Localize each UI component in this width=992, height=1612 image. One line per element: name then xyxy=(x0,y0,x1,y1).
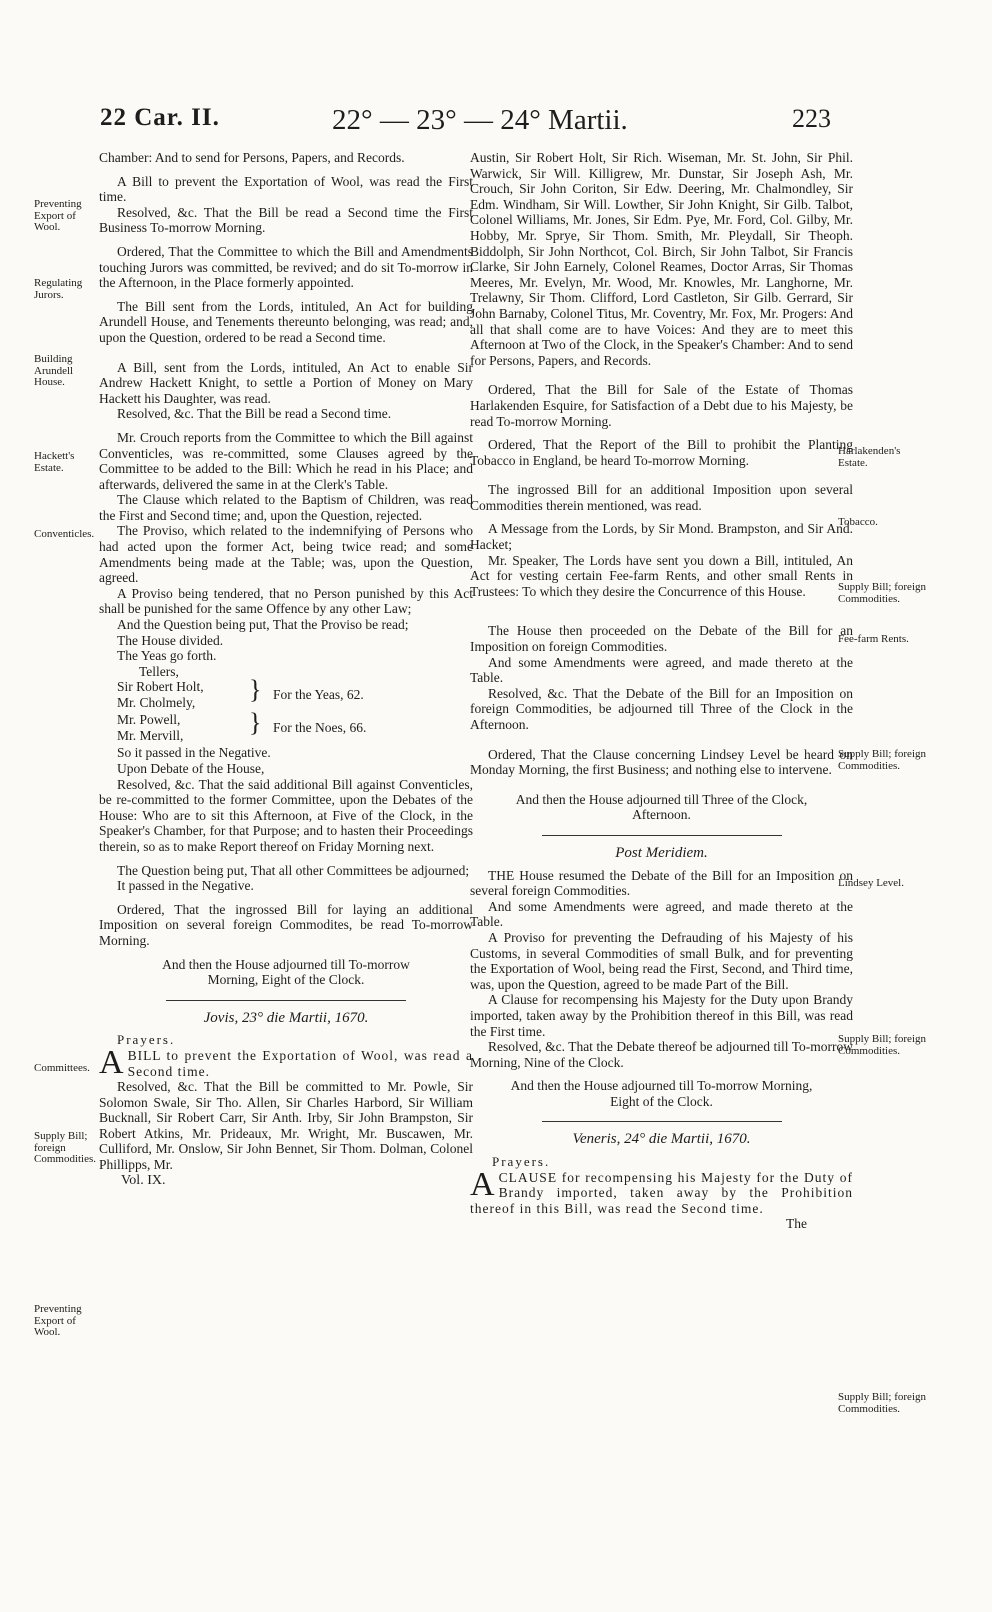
teller-name: Mr. Mervill, xyxy=(117,728,184,744)
margin-note: Regulating Jurors. xyxy=(34,277,83,301)
noes-count: For the Noes, 66. xyxy=(273,720,367,736)
paragraph: A Message from the Lords, by Sir Mond. Brampston, and Sir And. Hacket; xyxy=(470,521,853,553)
margin-note: Preventing Export of Wool. xyxy=(34,198,82,233)
prayers-heading: Prayers. xyxy=(117,1032,176,1048)
paragraph: Mr. Crouch reports from the Committee to which the Bill against Conventicles, was re-committed, some Clauses agreed by the Committee to be added to the Bill: Which he read in his Place; and afterwards, delivered the same in at the Clerk's Table. xyxy=(99,429,473,492)
paragraph: A Clause for recompensing his Majesty for the Duty upon Brandy imported, taken away by the Prohibition thereof in this Bill, was read the First time. xyxy=(470,992,853,1039)
paragraph: THE House resumed the Debate of the Bill for an Imposition on several foreign Commodities. xyxy=(470,867,853,899)
section-rule xyxy=(542,1121,782,1122)
paragraph: Ordered, That the Committee to which the Bill and Amendments touching Jurors was committed, be revived; and do sit To-morrow in the Afternoon, in the Place formerly appointed. xyxy=(99,243,473,291)
margin-note: Lindsey Level. xyxy=(838,877,904,889)
running-head-left: 22 Car. II. xyxy=(100,104,220,131)
paragraph: Ordered, That the Report of the Bill to prohibit the Planting Tobacco in England, be heard To-morrow Morning. xyxy=(470,437,853,468)
paragraph: Chamber: And to send for Persons, Papers, and Records. xyxy=(99,150,405,165)
teller-name: Mr. Cholmely, xyxy=(117,695,196,711)
session-heading: Veneris, 24° die Martii, 1670. xyxy=(572,1131,751,1148)
brace: } xyxy=(249,675,262,705)
paragraph: It passed in the Negative. xyxy=(117,878,254,894)
tellers-block xyxy=(99,675,473,745)
paragraph: Tellers, xyxy=(139,663,179,679)
left-column xyxy=(99,150,473,1188)
paragraph: Resolved, &c. That the Bill be committed to Mr. Powle, Sir Solomon Swale, Sir Tho. Allen, Sir Charles Harbord, Sir William Bucknall, Sir Robert Carr, Sir Anth. Irby, Sir John Brampston, Sir Robert Atkins, Mr. Prideaux, Mr. Wright, Mr. Buscawen, Mr. Culliford, Mr. Onslow, Sir John Bennet, Sir Thom. Dolman, Colonel Phillipps, Mr. xyxy=(99,1079,473,1173)
adjournment: And then the House adjourned till To-morrow Morning, Eight of the Clock. xyxy=(162,956,410,988)
page-number: 223 xyxy=(792,104,831,133)
paragraph: A Proviso for preventing the Defrauding of his Majesty of his Customs, in several Commodities of small Bulk, and for preventing the Exportation of Wool, being read the First, Second, and Third time, was, upon the Question, agreed to be made Part of the Bill. xyxy=(470,929,853,992)
section-rule xyxy=(166,1000,406,1001)
paragraph xyxy=(99,1043,473,1081)
paragraph: Resolved, &c. That the said additional Bill against Conventicles, be re-committed to the former Committee, upon the Debates of the House: Who are to sit this Afternoon, at Five of the Clock, in the Speaker's Chamber, for that Purpose; and to hasten their Proceedings therein, so as to make Report thereof on Friday Morning next. xyxy=(99,776,473,854)
running-head-dates: 22° — 23° — 24° Martii. xyxy=(332,104,628,136)
adjournment: And then the House adjourned till Three of the Clock, Afternoon. xyxy=(515,791,808,823)
teller-name: Sir Robert Holt, xyxy=(117,679,204,695)
paragraph: Austin, Sir Robert Holt, Sir Rich. Wiseman, Mr. St. John, Sir Phil. Warwick, Sir Will. Killigrew, Mr. Dunstar, Sir Joseph Ash, Mr. Crouch, Sir John Coriton, Sir Edw. Deering, Mr. Chalmondley, Sir Edm. Windham, Sir Will. Lowther, Sir John Knight, Sir Gilb. Talbot, Colonel Williams, Mr. Jones, Sir Edm. Pye, Mr. Ford, Col. Gilby, Mr. Hobby, Mr. Sprye, Sir Thom. Smith, Mr. Pleydall, Sir Theoph. Biddolph, Sir John Northcot, Col. Birch, Sir John Talbot, Sir Francis Clarke, Sir John Earnely, Colonel Reames, Doctor Arras, Sir Thomas Meeres, Mr. Evelyn, Mr. Wood, Mr. Knowles, Mr. Langhorne, Mr. Trelawny, Sir Thom. Clifford, Lord Castleton, Sir Gilb. Gerrard, Sir John Barnaby, Colonel Titus, Mr. Coventry, Mr. Fox, Mr. Progers: And all that shall come are to have Voices: And they are to meet this Afternoon at Two of the Clock, in the Speaker's Chamber: And to send for Persons, Papers, and Records. xyxy=(470,150,853,368)
margin-note: Fee-farm Rents. xyxy=(838,633,909,645)
paragraph: The ingrossed Bill for an additional Imposition upon several Commodities therein mentioned, was read. xyxy=(470,482,853,513)
paragraph: Resolved, &c. That the Bill be read a Second time the First Business To-morrow Morning. xyxy=(99,204,473,236)
paragraph: So it passed in the Negative. xyxy=(117,745,271,761)
adjournment: And then the House adjourned till To-morrow Morning, Eight of the Clock. xyxy=(510,1078,813,1109)
paragraph: A Bill to prevent the Exportation of Wool, was read the First time. xyxy=(99,173,473,205)
paragraph: Resolved, &c. That the Debate thereof be adjourned till To-morrow Morning, Nine of the Clock. xyxy=(470,1039,853,1070)
paragraph: Mr. Speaker, The Lords have sent you down a Bill, intituled, An Act for vesting certain Fee-farm Rents, and other small Rents in Trustees: To which they desire the Concurrence of this House. xyxy=(470,552,853,599)
margin-note: Supply Bill; foreign Commodities. xyxy=(838,748,926,772)
paragraph: The Yeas go forth. xyxy=(117,648,217,664)
paragraph: Resolved, &c. That the Bill be read a Second time. xyxy=(117,406,392,422)
volume-signature: Vol. IX. xyxy=(121,1172,166,1188)
paragraph: The Proviso, which related to the indemnifying of Persons who had acted upon the former Act, being twice read; and some Amendments being made at the Table; was, upon the Question, agreed. xyxy=(99,523,473,586)
margin-note: Preventing Export of Wool. xyxy=(34,1303,82,1338)
paragraph: And some Amendments were agreed, and made thereto at the Table. xyxy=(470,654,853,686)
catchword: The xyxy=(786,1216,807,1232)
margin-note: Supply Bill; foreign Commodities. xyxy=(34,1130,97,1165)
session-heading: Post Meridiem. xyxy=(615,844,708,861)
session-heading: Jovis, 23° die Martii, 1670. xyxy=(203,1009,369,1026)
prayers-heading: Prayers. xyxy=(492,1154,551,1170)
margin-note: Hackett's Estate. xyxy=(34,450,75,474)
right-column xyxy=(470,150,853,1232)
margin-note: Supply Bill; foreign Commodities. xyxy=(838,1391,926,1415)
paragraph: The Question being put, That all other Committees be adjourned; xyxy=(117,862,470,878)
yeas-count: For the Yeas, 62. xyxy=(273,687,364,703)
paragraph: A Bill, sent from the Lords, intituled, An Act to enable Sir Andrew Hackett Knight, to settle a Portion of Money on Mary Hackett his Daughter, was read. xyxy=(99,359,473,406)
paragraph: The Bill sent from the Lords, intituled, An Act for building Arundell House, and Tenements thereunto belonging, was read; and, upon the Question, ordered to be read a Second time. xyxy=(99,298,473,345)
paragraph: Upon Debate of the House, xyxy=(117,761,265,776)
margin-note: Building Arundell House. xyxy=(34,353,74,388)
section-rule xyxy=(542,835,782,836)
paragraph: And the Question being put, That the Proviso be read; xyxy=(117,617,409,633)
paragraph: A Proviso being tendered, that no Person punished by this Act shall be punished for the same Offence by any other Law; xyxy=(99,585,473,617)
paragraph: The House then proceeded on the Debate of the Bill for an Imposition on foreign Commodities. xyxy=(470,623,853,655)
paragraph-text: CLAUSE for recompensing his Majesty for the Duty of Brandy imported, taken away by the Prohibition thereof in this Bill, was read the Second time. xyxy=(470,1169,853,1216)
paragraph: The House divided. xyxy=(117,632,224,648)
margin-note: Supply Bill; foreign Commodities. xyxy=(838,581,926,605)
teller-name: Mr. Powell, xyxy=(117,712,181,728)
paragraph: Resolved, &c. That the Debate of the Bill for an Imposition on foreign Commodities, be adjourned till Three of the Clock in the Afternoon. xyxy=(470,685,853,732)
paragraph: Ordered, That the Bill for Sale of the Estate of Thomas Harlakenden Esquire, for Satisfaction of a Debt due to his Majesty, be read To-morrow Morning. xyxy=(470,382,853,429)
drop-cap: A xyxy=(99,1043,124,1081)
margin-note: Conventicles. xyxy=(34,528,95,540)
paragraph: Ordered, That the ingrossed Bill for laying an additional Imposition on several foreign Commodites, be read To-morrow Morning. xyxy=(99,901,473,948)
paragraph: Ordered, That the Clause concerning Lindsey Level be heard on Monday Morning, the first Business; and nothing else to intervene. xyxy=(470,746,853,778)
paragraph: And some Amendments were agreed, and made thereto at the Table. xyxy=(470,898,853,930)
drop-cap: A xyxy=(470,1165,495,1203)
paragraph-text: BILL to prevent the Exportation of Wool, was read a Second time. xyxy=(127,1047,473,1079)
margin-note: Committees. xyxy=(34,1062,90,1074)
paragraph xyxy=(470,1165,853,1217)
margin-note: Tobacco. xyxy=(838,516,878,528)
margin-note: Harlakenden's Estate. xyxy=(838,445,901,469)
margin-note: Supply Bill; foreign Commodities. xyxy=(838,1033,926,1057)
paragraph: The Clause which related to the Baptism of Children, was read the First and Second time; and, upon the Question, rejected. xyxy=(99,492,473,523)
brace: } xyxy=(249,708,262,738)
